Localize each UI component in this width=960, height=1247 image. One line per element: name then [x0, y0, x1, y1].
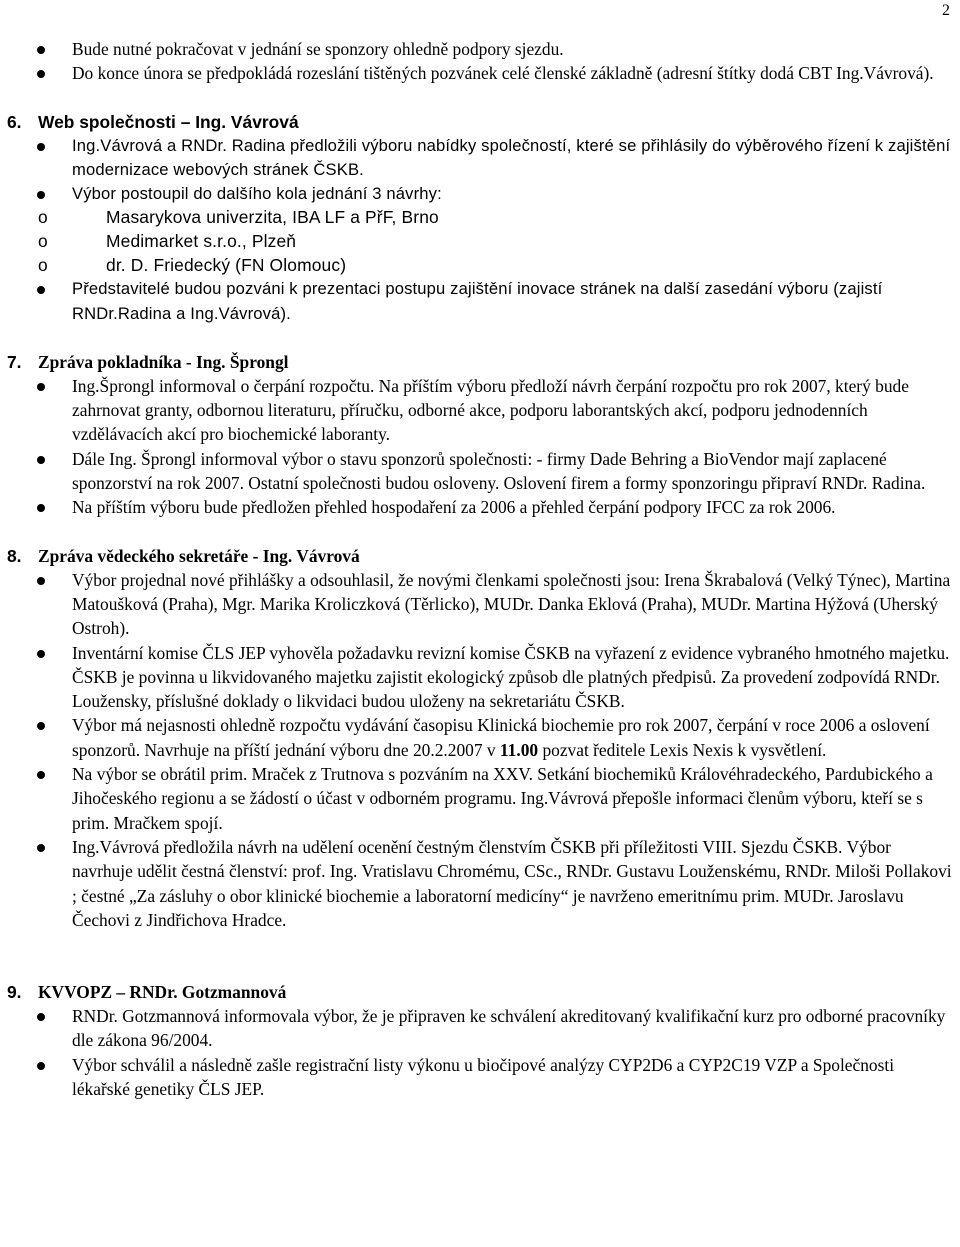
- circle-bullet-icon: o: [38, 231, 48, 252]
- section-number: 7.: [7, 351, 22, 372]
- list-item: Ing.Vávrová a RNDr. Radina předložili výboru nabídky společností, které se přihlásily do výběrového řízení k zajištění modernizace webových stránek ČSKB.: [0, 134, 960, 183]
- list-item: Výbor má nejasnosti ohledně rozpočtu vydávání časopisu Klinická biochemie pro rok 2007, čerpání v roce 2006 a oslovení sponzorů. Navrhuje na příští jednání výboru dne 20.2.2007 v 11.00 pozvat ředitele Lexis Nexis k vysvětlení.: [0, 713, 960, 762]
- bullet-icon: [37, 504, 45, 512]
- section-6-list: [0, 134, 960, 326]
- list-item: Do konce února se předpokládá rozeslání tištěných pozvánek celé členské základně (adresní štítky dodá CBT Ing.Vávrová).: [0, 61, 960, 85]
- bullet-icon: [37, 286, 45, 294]
- section-title: Zpráva vědeckého sekretáře - Ing. Vávrová: [38, 545, 360, 566]
- circle-bullet-icon: o: [38, 254, 48, 275]
- list-item: Výbor postoupil do dalšího kola jednání 3 návrhy: o Masarykova univerzita, IBA LF a PřF, Brno o Medimarket s.r.o., Plzeň o dr. D. Friedecký (FN Olomouc): [0, 182, 960, 277]
- list-item: Na výbor se obrátil prim. Mraček z Trutnova s pozváním na XXV. Setkání biochemiků Královéhradeckého, Pardubického a Jihočeského regionu a se žádostí o účast v odborném programu. Ing.Vávrová přepošle informaci členům výboru, kteří se s prim. Mračkem spojí.: [0, 762, 960, 835]
- bullet-icon: [37, 143, 45, 151]
- bullet-icon: [37, 577, 45, 585]
- section-number: 9.: [7, 982, 22, 1003]
- list-item: Inventární komise ČLS JEP vyhověla požadavku revizní komise ČSKB na vyřazení z evidence vybraného hmotného majetku. ČSKB je povinna u likvidovaného majetku zajistit ekologický způsob dle platných předpisů. Za provedení zodpovídá RNDr. Loužensky, příslušné doklady o likvidaci budou uloženy na sekretariátu ČSKB.: [0, 641, 960, 714]
- section-heading: [0, 980, 960, 1004]
- section-title: Zpráva pokladníka - Ing. Šprongl: [38, 351, 289, 372]
- bullet-icon: [37, 844, 45, 852]
- list-item: o Masarykova univerzita, IBA LF a PřF, Brno: [38, 206, 952, 230]
- bullet-icon: [37, 383, 45, 391]
- bullet-icon: [37, 1013, 45, 1021]
- section-number: 8.: [7, 545, 22, 566]
- intro-list: [0, 37, 960, 86]
- section-heading: [0, 350, 960, 374]
- list-item: o Medimarket s.r.o., Plzeň: [38, 230, 952, 254]
- list-item: Bude nutné pokračovat v jednání se sponzory ohledně podpory sjezdu.: [0, 37, 960, 61]
- bullet-icon: [37, 70, 45, 78]
- bullet-icon: [37, 46, 45, 54]
- section-heading: [0, 544, 960, 568]
- section-7-list: [0, 374, 960, 520]
- section-number: 6.: [7, 111, 22, 132]
- list-item: Ing.Šprongl informoval o čerpání rozpočtu. Na příštím výboru předloží návrh čerpání rozpočtu pro rok 2007, který bude zahrnovat granty, odbornou literaturu, příručku, odborné akce, podporu laborantských akcí, podporu jednodenních vzdělávacích akcí pro biochemické laboranty.: [0, 374, 960, 447]
- list-item: Výbor projednal nové přihlášky a odsouhlasil, že novými členkami společnosti jsou: Irena Škrabalová (Velký Týnec), Martina Matoušková (Praha), Mgr. Marika Kroliczková (Těrlicko), MUDr. Danka Eklová (Praha), MUDr. Martina Hýžová (Uherský Ostroh).: [0, 568, 960, 641]
- list-item: Na příštím výboru bude předložen přehled hospodaření za 2006 a přehled čerpání podpory IFCC za rok 2006.: [0, 495, 960, 519]
- list-item: Ing.Vávrová předložila návrh na udělení ocenění čestným členstvím ČSKB při příležitosti VIII. Sjezdu ČSKB. Výbor navrhuje udělit čestná členství: prof. Ing. Vratislavu Chromému, CSc., RNDr. Gustavu Louženskému, RNDr. Miloši Pollakovi ; čestné „Za zásluhy o obor klinické biochemie a laboratorní medicíny“ je navrženo emeritnímu prim. MUDr. Jaroslavu Čechovi z Jindřichova Hradce.: [0, 835, 960, 932]
- bullet-icon: [37, 191, 45, 199]
- bullet-icon: [37, 722, 45, 730]
- bullet-icon: [37, 1062, 45, 1070]
- bullet-icon: [37, 771, 45, 779]
- list-item: o dr. D. Friedecký (FN Olomouc): [38, 254, 952, 278]
- list-item: Dále Ing. Šprongl informoval výbor o stavu sponzorů společnosti: - firmy Dade Behring a BioVendor mají zaplacené sponzorství na rok 2007. Ostatní společnosti budou osloveny. Oslovení firem a formy sponzoringu připraví RNDr. Radina.: [0, 447, 960, 496]
- section-9-list: [0, 1004, 960, 1101]
- list-item: Představitelé budou pozváni k prezentaci postupu zajištění inovace stránek na další zasedání výboru (zajistí RNDr.Radina a Ing.Vávrová).: [0, 277, 960, 326]
- section-title: Web společnosti – Ing. Vávrová: [38, 111, 299, 132]
- list-item: Výbor schválil a následně zašle registrační listy výkonu u biočipové analýzy CYP2D6 a CYP2C19 VZP a Společnosti lékařské genetiky ČLS JEP.: [0, 1053, 960, 1102]
- document-body: [0, 37, 960, 1101]
- circle-bullet-icon: o: [38, 207, 48, 228]
- bullet-icon: [37, 456, 45, 464]
- section-8-list: [0, 568, 960, 932]
- list-item: RNDr. Gotzmannová informovala výbor, že je připraven ke schválení akreditovaný kvalifikační kurz pro odborné pracovníky dle zákona 96/2004.: [0, 1004, 960, 1053]
- proposal-sublist: [38, 206, 952, 277]
- page-number: 2: [942, 2, 950, 19]
- bullet-icon: [37, 650, 45, 658]
- section-title: KVVOPZ – RNDr. Gotzmannová: [38, 982, 287, 1003]
- section-heading: [0, 110, 960, 134]
